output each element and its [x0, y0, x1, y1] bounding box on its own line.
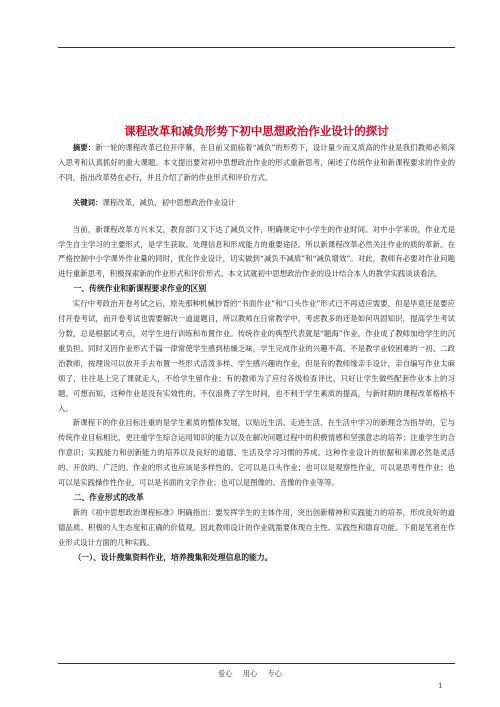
- footer-rule: [58, 663, 455, 664]
- document-title: 课程改革和减负形势下初中思想政治作业设计的探讨: [124, 124, 389, 138]
- keywords-text: 课程改革，减负，初中思想政治作业设计: [102, 197, 236, 207]
- section-1-paragraph-1: 实行中考政治开卷考试之后，原先那种机械抄背的“书面作业”和“口头作业”形式已不再适应需要，但是毕竟还是要应付开卷考试，而开卷考试也需要解决一道道题目，所以教师在日常教学中，考虑教多的还是如何巩固知识，提高学生考试分数，总是根据试考点，对学生进行训练和布置作业。传统作业的典型代表就是“题海”作业，作业成了教师加给学生的沉重负担。同时又因作业形式千篇一律常使学生感到枯燥乏味，学生完成作业的兴趣不高。不是教学业较困难的一初、二政治教师，按理说可以放开手去布置一些形式活泼多样、学生感兴趣的作业，但是有的教师缘亲手设计，亲自编写作业太麻烦了，往往是上完了课就走人，不给学生留作业；有的教师为了应付各级检查评比，只好让学生做些配套作业本上的习题。可想而知，这种作业是没有实效性的，不仅浪费了学生时间，也不利于学生素质的提高，与新时期的课程改革格格不入。: [58, 299, 455, 413]
- footer-slogan: 爱心 用心 专心: [218, 669, 282, 678]
- page-number: 1: [438, 681, 443, 690]
- abstract: [58, 141, 455, 186]
- section-2-heading: 二、作业形式的改革: [73, 492, 144, 502]
- abstract-label: 摘要：: [72, 143, 96, 152]
- document-body: [58, 124, 455, 565]
- abstract-text: 新一轮的课程改革已拉开序幕，在目前又面临着“减负”的形势下，设计量少而又质高的作业是我们教师必须深入思考和认真抓好的重大课题。本文提出要对初中思想政治作业的形式重新思考，阐述了传统作业和新课程要求的作业的不同，指出改革势在必行，并且介绍了新的作业形式和评价方式。: [58, 143, 455, 182]
- keywords: [58, 196, 455, 211]
- section-1-paragraph-2: 新课程下的作业目标注重的是学生素质的整体发展，以贴近生活、走进生活、在生活中学习的新理念为指导的，它与传统作业目标相比，更注重学生综合运用知识的能力以及在解决问题过程中的积极情感和坚强意志的培养；注重学生的合作意识；实践能力和创新能力的培养以及良好的道德、生活及学习习惯的养成。这种作业设计的依据和来源必然是灵活的、开放的、广泛的。作业的形式也应该是多样性的。它可以是口头作业；也可以是观察性作业，可以是思考性作业；也可以是实践操作性作业，可以是书面的文字作业；也可以是图像的、音像的作业等等。: [58, 418, 455, 488]
- section-2-subheading: （一）、设计搜集资料作业，培养搜集和处理信息的能力。: [73, 552, 273, 562]
- keywords-label: 关键词：: [72, 197, 103, 207]
- header-rule: [58, 47, 455, 48]
- section-2-paragraph: 新的《初中思想政治课程标准》明确指出：要发挥学生的主体作用，突出创新精神和实践能力的培养，形成良好的道德品质、积极的人生态度和正确的价值观。因此教师设计的作业就需要体现自主性、实践性和德育功能。下面是笔者在作业形式设计方面的几种实践。: [58, 507, 455, 547]
- section-1-heading: 一、传统作业和新课程要求作业的区别: [73, 284, 207, 294]
- intro-paragraph: 当前，新课程改革方兴未艾，教育部门又下达了减负文件，明确规定中小学生的作业时间。对中小学来说，作业尤是学生自主学习的主要形式，是学生获取、处理信息和形成能力的重要途径。所以新课程改革必然关注作业的质的革新。在严格控制中小学课外作业量的同时，优化作业设计，切实做到“减负不减质”和“减负增效”。对此，教师有必要对作业问题进行重新思考，积极探索新的作业形式和评价形式。本文试就初中思想政治作业的设计结合本人的教学实践谈谈看法。: [58, 224, 455, 279]
